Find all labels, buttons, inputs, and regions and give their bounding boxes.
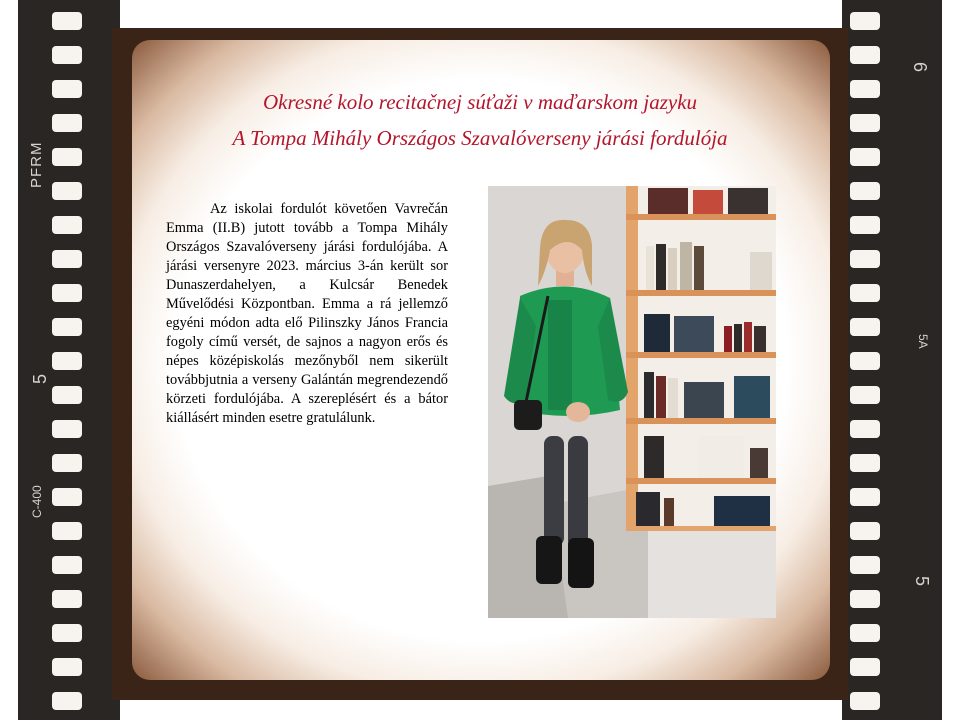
sprocket-hole: [52, 420, 82, 438]
student-photo: [488, 186, 776, 618]
sprocket-hole: [850, 284, 880, 302]
film-strip-right: [842, 0, 942, 720]
sprocket-hole: [850, 80, 880, 98]
sprocket-hole: [850, 182, 880, 200]
sprocket-hole: [850, 114, 880, 132]
sprocket-hole: [850, 522, 880, 540]
photo-illustration: [488, 186, 776, 618]
sprocket-hole: [52, 488, 82, 506]
film-label-5a: 5A: [916, 334, 930, 349]
sprocket-hole: [52, 624, 82, 642]
sprocket-hole: [850, 454, 880, 472]
sprocket-hole: [850, 692, 880, 710]
sprocket-hole: [52, 80, 82, 98]
title-line-2: A Tompa Mihály Országos Szavalóverseny járási fordulója: [232, 126, 728, 150]
sprocket-hole: [850, 386, 880, 404]
sprocket-hole: [850, 318, 880, 336]
article-text: [166, 200, 448, 428]
sprocket-hole: [52, 590, 82, 608]
sprocket-hole: [52, 352, 82, 370]
sprocket-hole: [850, 624, 880, 642]
film-label-c400: C-400: [30, 485, 44, 518]
film-label-pfrm: PFRM: [28, 141, 45, 188]
sprocket-hole: [52, 692, 82, 710]
sprocket-hole: [850, 148, 880, 166]
sprocket-hole: [52, 12, 82, 30]
sprocket-hole: [850, 352, 880, 370]
sprocket-hole: [52, 386, 82, 404]
sprocket-hole: [850, 658, 880, 676]
film-label-6: 6: [910, 62, 930, 73]
film-label-5-right: 5: [912, 576, 932, 587]
sprocket-hole: [52, 318, 82, 336]
article-paragraph: Az iskolai fordulót követően Vavrečán Emma (II.B) jutott tovább a Tompa Mihály Országos Szavalóverseny járási fordulójába. A járási versenyre 2023. március 3-án került sor Dunaszerdahelyen, a Kulcsár Benedek Művelődési Központban. Emma a rá jellemző egyéni módon adta elő Pilinszky János Francia fogoly című versét, de sajnos a nagyon erős és népes középiskolás mezőnyből nem sikerült továbbjutnia a verseny Galántán megrendezendő körzeti fordulójába. A szereplésért és a bátor kiállásért minden esetre gratulálunk.: [166, 201, 448, 426]
sprocket-hole: [52, 216, 82, 234]
sprocket-hole: [850, 46, 880, 64]
sprocket-hole: [52, 46, 82, 64]
sprocket-hole: [850, 12, 880, 30]
sprocket-hole: [850, 420, 880, 438]
sprocket-hole: [850, 556, 880, 574]
title-line-1: Okresné kolo recitačnej súťaži v maďarskom jazyku: [262, 90, 698, 114]
film-label-5-left: 5: [30, 373, 50, 384]
sprocket-hole: [52, 250, 82, 268]
sprocket-hole: [52, 182, 82, 200]
sprocket-hole: [52, 522, 82, 540]
film-strip-left: [18, 0, 120, 720]
sprocket-hole: [850, 216, 880, 234]
sprocket-hole: [52, 658, 82, 676]
sprocket-hole: [850, 250, 880, 268]
sprocket-hole: [52, 284, 82, 302]
sprocket-hole: [850, 590, 880, 608]
sprocket-hole: [52, 454, 82, 472]
sprocket-hole: [850, 488, 880, 506]
sprocket-hole: [52, 114, 82, 132]
sprocket-hole: [52, 556, 82, 574]
sprocket-hole: [52, 148, 82, 166]
